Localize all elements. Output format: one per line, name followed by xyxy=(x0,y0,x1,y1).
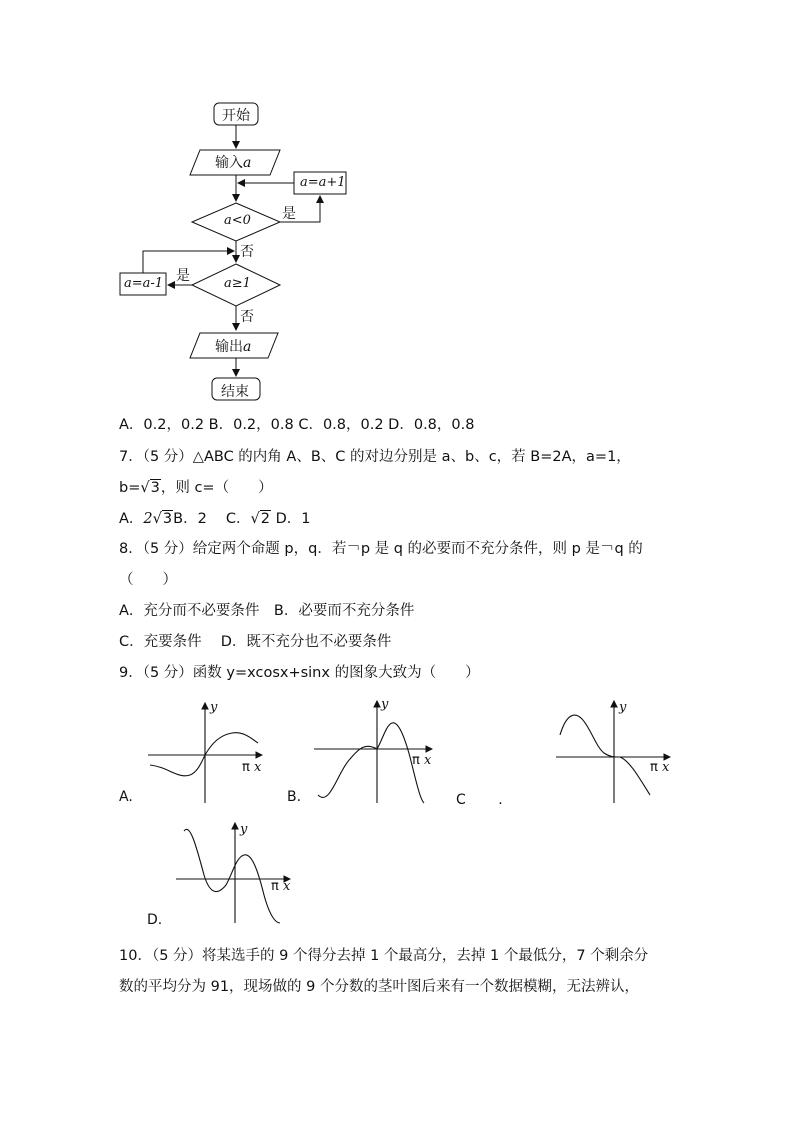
start-label: 开始 xyxy=(222,108,250,124)
graph-c-pi-label: π x xyxy=(650,760,670,775)
graph-b xyxy=(314,701,432,803)
no-label-2: 否 xyxy=(240,309,254,325)
graph-a xyxy=(148,703,262,803)
graphs xyxy=(0,695,794,935)
graph-a-y-label: y xyxy=(210,700,218,715)
q8-options-2: C．充要条件 D．既不充分也不必要条件 xyxy=(119,634,392,650)
yes-label-2: 是 xyxy=(176,268,190,284)
option-a-label: A. xyxy=(119,789,133,805)
flowchart xyxy=(0,0,794,410)
q7-line2: b=√3，则 c=（ ） xyxy=(119,480,273,496)
graph-d xyxy=(176,823,290,923)
graph-a-pi-label: π x xyxy=(242,760,262,775)
graph-b-y-label: y xyxy=(381,697,389,712)
q8-options-1: A．充分而不必要条件 B．必要而不充分条件 xyxy=(119,603,415,619)
graph-c-y-label: y xyxy=(619,700,627,715)
q6-options: A．0.2，0.2 B．0.2，0.8 C．0.8，0.2 D．0.8，0.8 xyxy=(119,417,475,433)
increment-label: a=a+1 xyxy=(300,175,346,190)
end-label: 结束 xyxy=(221,384,249,400)
q9-line1: 9．（5 分）函数 y=xcosx+sinx 的图象大致为（ ） xyxy=(119,665,480,681)
condition2-label: a≥1 xyxy=(224,276,251,291)
option-d-label: D. xyxy=(147,912,163,928)
graph-c xyxy=(556,701,670,803)
q7-line1: 7．（5 分）△ABC 的内角 A、B、C 的对边分别是 a、b、c，若 B=2A，a=1， xyxy=(119,449,631,465)
condition1-label: a<0 xyxy=(224,213,251,228)
graph-d-y-label: y xyxy=(240,822,248,837)
yes-label-1: 是 xyxy=(282,206,296,222)
output-label: 输出a xyxy=(215,339,252,355)
option-b-label: B. xyxy=(287,789,302,805)
q10-line1: 10．（5 分）将某选手的 9 个得分去掉 1 个最高分，去掉 1 个最低分，7 个剩余分 xyxy=(119,948,649,964)
decrement-label: a=a-1 xyxy=(124,276,164,291)
graph-b-pi-label: π x xyxy=(412,753,432,768)
q8-line1: 8．（5 分）给定两个命题 p，q．若￢p 是 q 的必要而不充分条件，则 p 是￢q 的 xyxy=(119,541,643,557)
graph-d-pi-label: π x xyxy=(271,879,291,894)
option-c-label: C . xyxy=(456,792,503,808)
input-label: 输入a xyxy=(215,155,252,171)
q8-line2: （ ） xyxy=(119,572,177,588)
no-label-1: 否 xyxy=(240,244,254,260)
q7-options: A．2√3B．2 C．√2 D．1 xyxy=(119,511,311,527)
q10-line2: 数的平均分为 91，现场做的 9 个分数的茎叶图后来有一个数据模糊，无法辨认， xyxy=(119,979,640,995)
